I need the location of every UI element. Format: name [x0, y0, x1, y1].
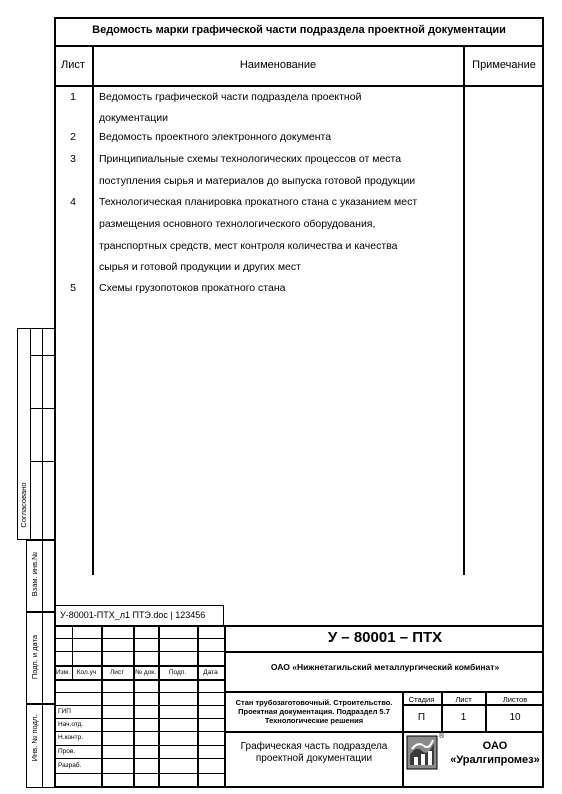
stamp-header-doc: № док.: [135, 669, 156, 676]
sheets-total: 10: [509, 712, 521, 723]
uralgipromez-logo-icon: [406, 733, 445, 770]
sheet-label: Лист: [455, 695, 472, 704]
logo-registered-mark: ®: [439, 733, 445, 740]
row-name-line: поступления сырья и материалов до выпуска готовой продукции: [99, 175, 416, 187]
row-name-line: сырья и готовой продукции и других мест: [99, 261, 301, 273]
row-name-line: Принципиальные схемы технологических процессов от места: [99, 153, 402, 165]
row-name-line: Технологическая планировка прокатного стана с указанием мест: [99, 196, 418, 208]
object-line: Технологические решения: [264, 716, 364, 725]
role-checked: Пров.: [58, 748, 76, 755]
stage-label: Стадия: [408, 695, 435, 704]
header-divider: [54, 85, 544, 87]
object-line: Стан трубозаготовочный. Строительство.: [235, 698, 393, 707]
title-divider: [54, 45, 544, 47]
role-dept-head: Нач.отд.: [58, 721, 84, 728]
doc-title-line: проектной документации: [255, 753, 373, 764]
col-sep-2: [463, 45, 465, 575]
row-number: 4: [70, 196, 76, 208]
org-line: «Уралгипромез»: [450, 754, 540, 766]
row-name-line: размещения основного технологического оборудования,: [99, 218, 376, 230]
row-number: 1: [70, 91, 76, 103]
document-code: У – 80001 – ПТХ: [327, 629, 443, 646]
stamp-top-line: [54, 625, 544, 627]
row-name-line: Ведомость графической части подраздела проектной: [99, 91, 362, 103]
row-number: 2: [70, 131, 76, 143]
sheet-title: Ведомость марки графической части подраздела проектной документации: [92, 24, 506, 36]
sign-date-label: Подп. и дата: [30, 634, 39, 680]
agreed-label: Согласовано: [19, 482, 28, 528]
col-sep-1: [92, 45, 94, 575]
doc-title-line: Графическая часть подраздела: [240, 741, 388, 752]
role-norm-control: Н.контр.: [58, 734, 84, 741]
role-chief-engineer: ГИП: [58, 708, 71, 715]
sheets-label: Листов: [502, 695, 528, 704]
stamp-header-change: Изм.: [56, 669, 70, 676]
col-header-sheet: Лист: [61, 59, 85, 71]
col-header-name: Наименование: [239, 59, 317, 71]
object-line: Проектная документация. Подраздел 5.7: [238, 707, 390, 716]
file-ref: У-80001-ПТХ_л1 ПТЭ.doc | 123456: [60, 610, 206, 620]
role-developer: Разраб.: [58, 762, 82, 769]
stamp-header-sheet: Лист: [109, 669, 125, 676]
stage-value: П: [417, 712, 426, 723]
col-header-note: Примечание: [472, 59, 536, 71]
stamp-header-count: Кол.уч: [76, 669, 97, 676]
orig-inv-label: Инв. № подл.: [30, 714, 39, 762]
row-name-line: Схемы грузопотоков прокатного стана: [99, 282, 286, 294]
row-name-line: транспортных средств, мест контроля количества и качества: [99, 240, 398, 252]
replaced-inv-label: Взам. инв.№: [30, 551, 39, 597]
stamp-header-date: Дата: [203, 669, 218, 676]
org-line: ОАО: [482, 740, 508, 752]
customer-name: ОАО «Нижнетагильский металлургический комбинат»: [270, 662, 500, 672]
row-name-line: документации: [99, 112, 168, 124]
sheet-number: 1: [460, 712, 467, 723]
row-number: 5: [70, 282, 76, 294]
row-name-line: Ведомость проектного электронного документа: [99, 131, 332, 143]
row-number: 3: [70, 153, 76, 165]
stamp-header-sign: Подп.: [168, 669, 187, 676]
